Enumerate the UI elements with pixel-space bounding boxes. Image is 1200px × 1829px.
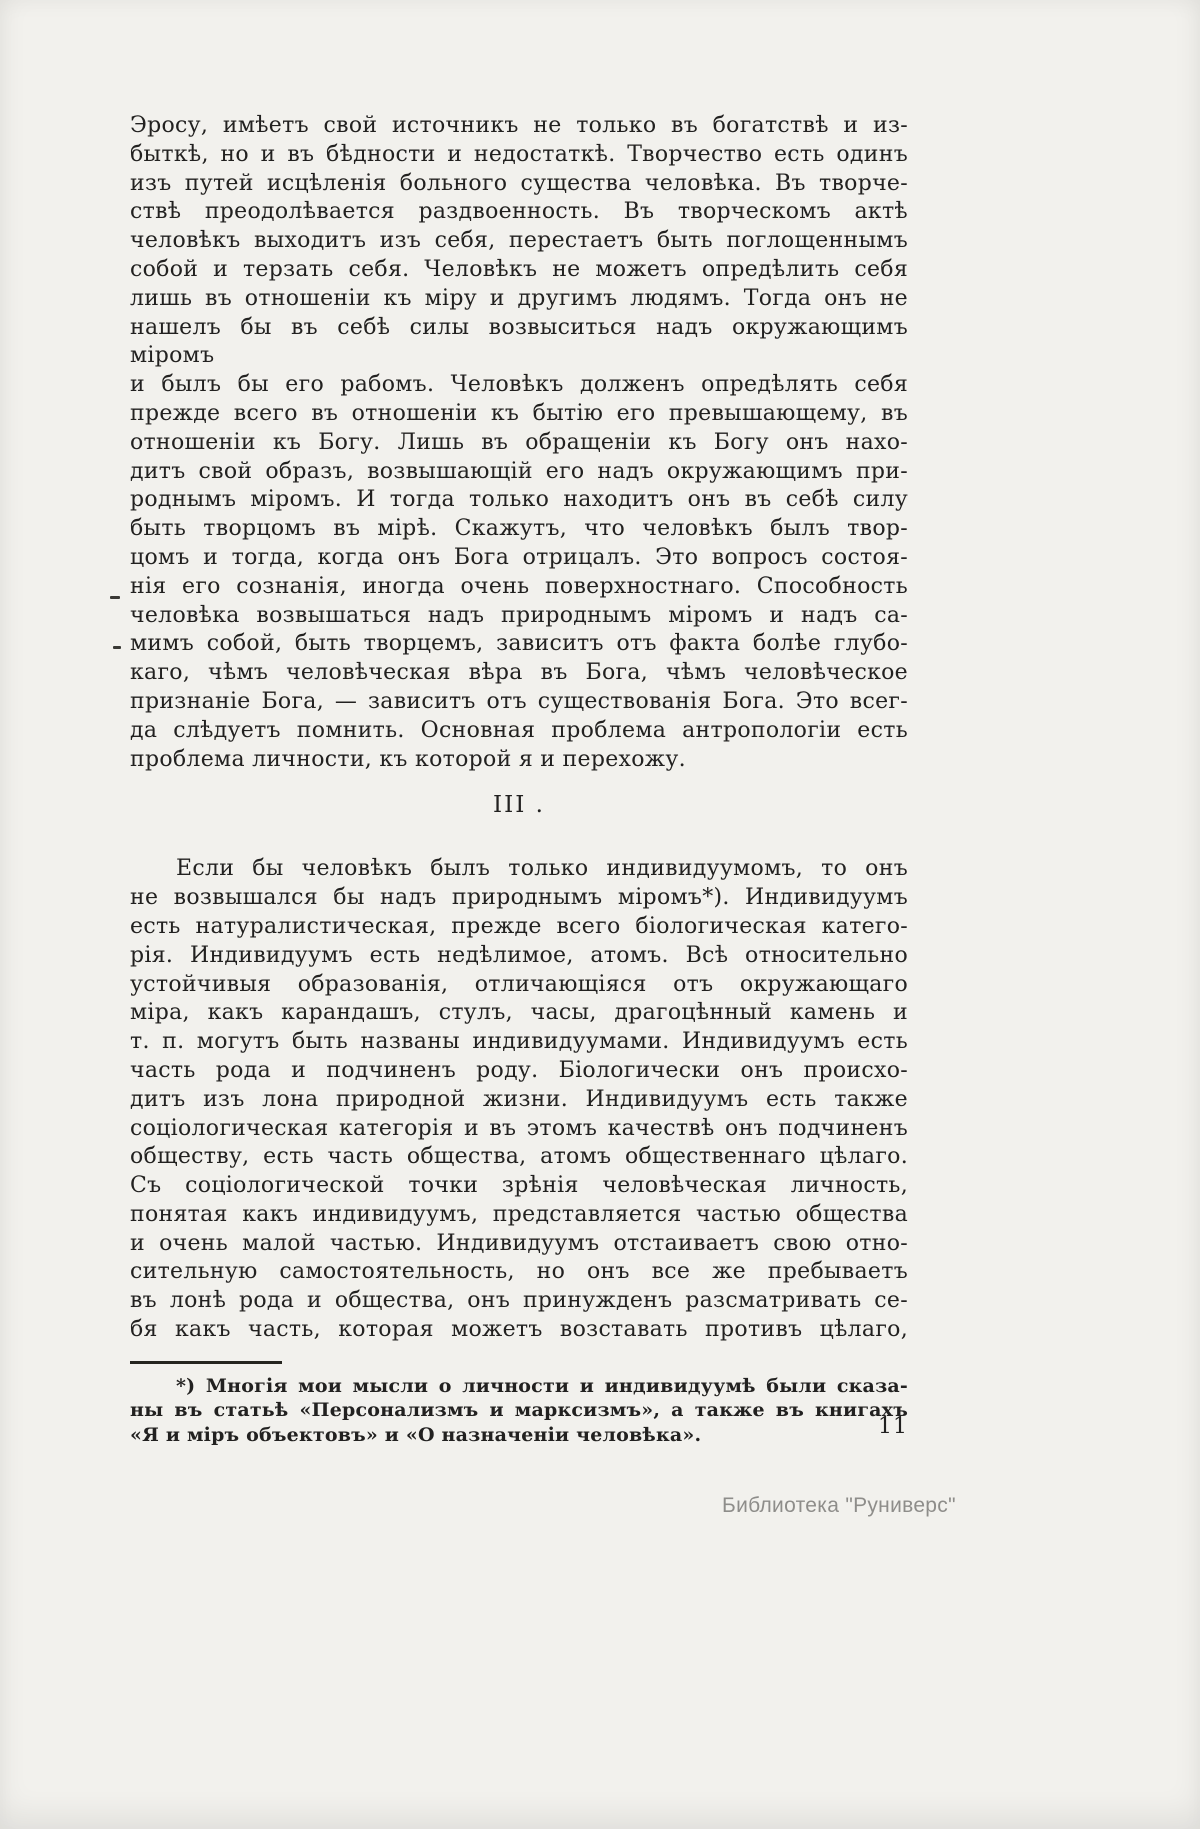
text-line: есть натуралистическая, прежде всего біологическая катего- — [130, 913, 908, 939]
text-line: человѣкъ выходитъ изъ себя, перестаетъ быть поглощеннымъ — [130, 228, 908, 254]
text-line: и очень малой частью. Индивидуумъ отстаиваетъ свою отно- — [130, 1230, 908, 1256]
text-line: изъ путей исцѣленія больного существа человѣка. Въ творче- — [130, 170, 908, 196]
text-line: «Я и міръ объектовъ» и «О назначеніи человѣка». — [130, 1424, 702, 1447]
text-line: прежде всего въ отношеніи къ бытію его превышающему, въ — [130, 400, 908, 426]
text-line: дитъ изъ лона природной жизни. Индивидуумъ есть также — [130, 1086, 908, 1112]
paragraph-2 — [130, 855, 908, 1345]
text-line: не возвышался бы надъ природнымъ міромъ*). Индивидуумъ — [130, 885, 908, 911]
text-line: ны въ статьѣ «Персонализмъ и марксизмъ», а также въ книгахъ — [130, 1399, 908, 1422]
page-text-block — [130, 112, 908, 1448]
text-line: лишь въ отношеніи къ міру и другимъ людямъ. Тогда онъ не — [130, 285, 908, 311]
text-line: Эросу, имѣетъ свой источникъ не только въ богатствѣ и из- — [130, 113, 908, 138]
watermark: Библиотека "Руниверс" — [722, 1494, 956, 1517]
text-line: понятая какъ индивидуумъ, представляется частью общества — [130, 1201, 908, 1227]
text-line: въ лонѣ рода и общества, онъ принужденъ разсматривать се- — [130, 1288, 908, 1314]
text-line: міра, какъ карандашъ, стулъ, часы, драгоцѣнный камень и — [130, 1000, 908, 1026]
text-line: соціологическая категорія и въ этомъ качествѣ онъ подчиненъ — [130, 1115, 908, 1141]
text-line: Съ соціологической точки зрѣнія человѣческая личность, — [130, 1173, 908, 1199]
text-line: Если бы человѣкъ былъ только индивидуумомъ, то онъ — [176, 856, 908, 882]
page-number: 11 — [878, 1414, 908, 1439]
text-line: бя какъ часть, которая можетъ возставать противъ цѣлаго, — [130, 1317, 908, 1343]
text-line: нія его сознанія, иногда очень поверхностнаго. Способность — [130, 573, 908, 599]
text-line: проблема личности, къ которой я и перехожу. — [130, 746, 686, 772]
text-line: цомъ и тогда, когда онъ Бога отрицалъ. Это вопросъ состоя- — [130, 544, 908, 570]
text-line: рія. Индивидуумъ есть недѣлимое, атомъ. Всѣ относительно — [130, 942, 908, 968]
section-heading: III . — [493, 792, 545, 819]
text-line: устойчивыя образованія, отличающіяся отъ окружающаго — [130, 971, 908, 997]
text-line: роднымъ міромъ. И тогда только находитъ онъ въ себѣ силу — [130, 487, 908, 513]
text-line: мимъ собой, быть творцемъ, зависитъ отъ факта болѣе глубо- — [130, 631, 908, 657]
text-line: обществу, есть часть общества, атомъ общественнаго цѣлаго. — [130, 1144, 908, 1170]
text-line: собой и терзать себя. Человѣкъ не можетъ опредѣлить себя — [130, 256, 908, 282]
text-line: да слѣдуетъ помнить. Основная проблема антропологіи есть — [130, 717, 908, 743]
text-line: дитъ свой образъ, возвышающій его надъ окружающимъ при- — [130, 458, 908, 484]
text-line: каго, чѣмъ человѣческая вѣра въ Бога, чѣмъ человѣческое — [130, 660, 908, 686]
footnote-rule — [130, 1361, 282, 1364]
text-line: часть рода и подчиненъ роду. Біологически онъ происхо- — [130, 1057, 908, 1083]
text-line: ствѣ преодолѣвается раздвоенность. Въ творческомъ актѣ — [130, 199, 908, 225]
text-line: человѣка возвышаться надъ природнымъ міромъ и надъ са- — [130, 602, 908, 628]
text-line: *) Многія мои мысли о личности и индивидуумѣ были сказа- — [176, 1374, 908, 1397]
scan-artifact — [113, 646, 121, 649]
scan-artifact — [110, 596, 120, 599]
text-line: признаніе Бога, — зависитъ отъ существованія Бога. Это всег- — [130, 688, 908, 714]
paragraph-1 — [130, 112, 908, 774]
text-line: и былъ бы его рабомъ. Человѣкъ долженъ опредѣлять себя — [130, 372, 908, 398]
text-line: т. п. могутъ быть названы индивидуумами. Индивидуумъ есть — [130, 1029, 908, 1055]
text-line: отношеніи къ Богу. Лишь въ обращеніи къ Богу онъ нахо- — [130, 429, 908, 455]
text-line: сительную самостоятельность, но онъ все же пребываетъ — [130, 1259, 908, 1285]
text-line: быткѣ, но и въ бѣдности и недостаткѣ. Творчество есть одинъ — [130, 141, 908, 167]
text-line: быть творцомъ въ мірѣ. Скажутъ, что человѣкъ былъ твор- — [130, 516, 908, 542]
text-line: нашелъ бы въ себѣ силы возвыситься надъ окружающимъ міромъ — [130, 314, 908, 369]
